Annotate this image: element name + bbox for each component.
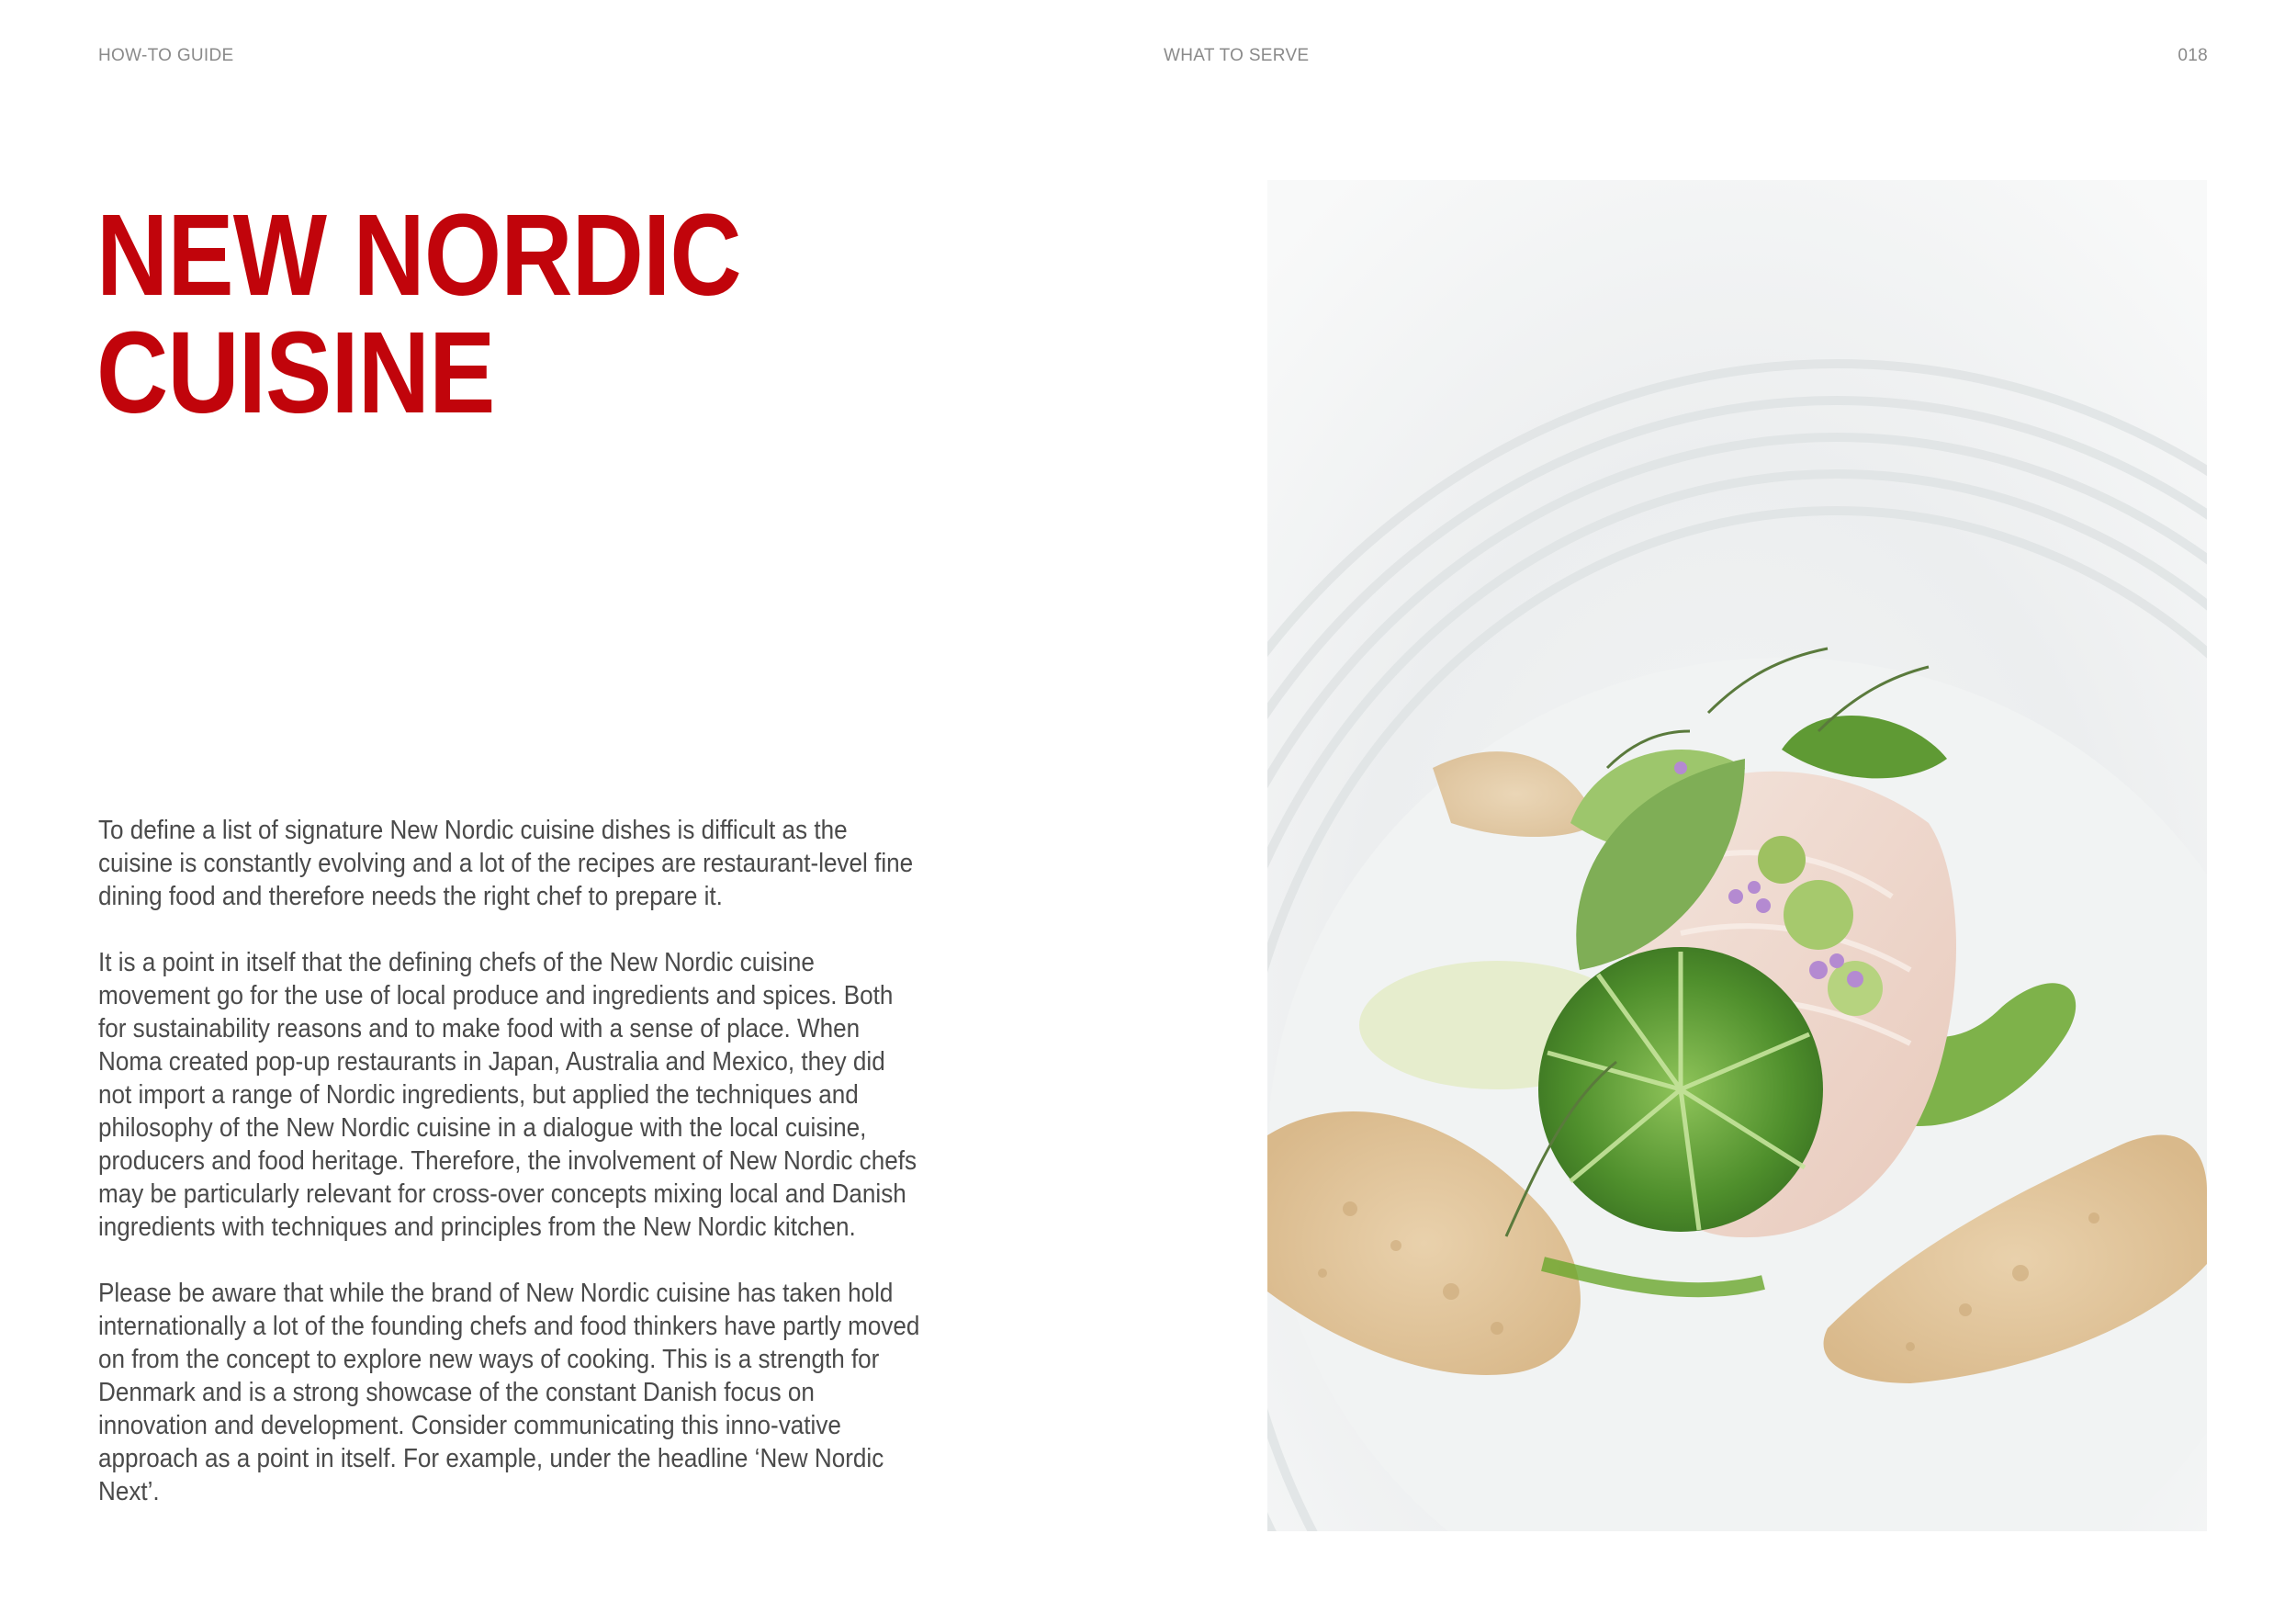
body-paragraph-3: Please be aware that while the brand of New Nordic cuisine has taken hold internationally a lot of the founding chefs and food thinkers have partly moved on from the concept to explore new ways of cooking. This is a strength for Denmark and is a strong showcase of the constant Danish focus on innovation and development. Consider communicating this inno-vative approach as a point in itself. For example, under the headline ‘New Nordic Next’.	[98, 1279, 920, 1506]
page-title-line-1: NEW NORDIC	[96, 190, 741, 320]
body-text	[98, 814, 925, 1508]
page-title-line-2: CUISINE	[96, 308, 495, 437]
running-header-section: HOW-TO GUIDE	[98, 46, 234, 65]
page-number: 018	[2178, 46, 2208, 65]
page-title	[96, 190, 741, 437]
body-paragraph-1: To define a list of signature New Nordic cuisine dishes is difficult as the cuisine is constantly evolving and a lot of the recipes are restaurant-level fine dining food and therefore needs the right chef to prepare it.	[98, 816, 914, 911]
body-paragraph-2: It is a point in itself that the defining chefs of the New Nordic cuisine movement go for the use of local produce and ingredients and spices. Both for sustainability reasons and to make food with a sense of place. When Noma created pop-up restaurants in Japan, Australia and Mexico, they did not import a range of Nordic ingredients, but applied the techniques and philosophy of the New Nordic cuisine in a dialogue with the local cuisine, producers and food heritage. Therefore, the involvement of New Nordic chefs may be particularly relevant for cross-over concepts mixing local and Danish ingredients with techniques and principles from the New Nordic kitchen.	[98, 948, 917, 1242]
dish-photo	[1267, 180, 2207, 1531]
running-header-chapter: WHAT TO SERVE	[1164, 46, 1310, 65]
